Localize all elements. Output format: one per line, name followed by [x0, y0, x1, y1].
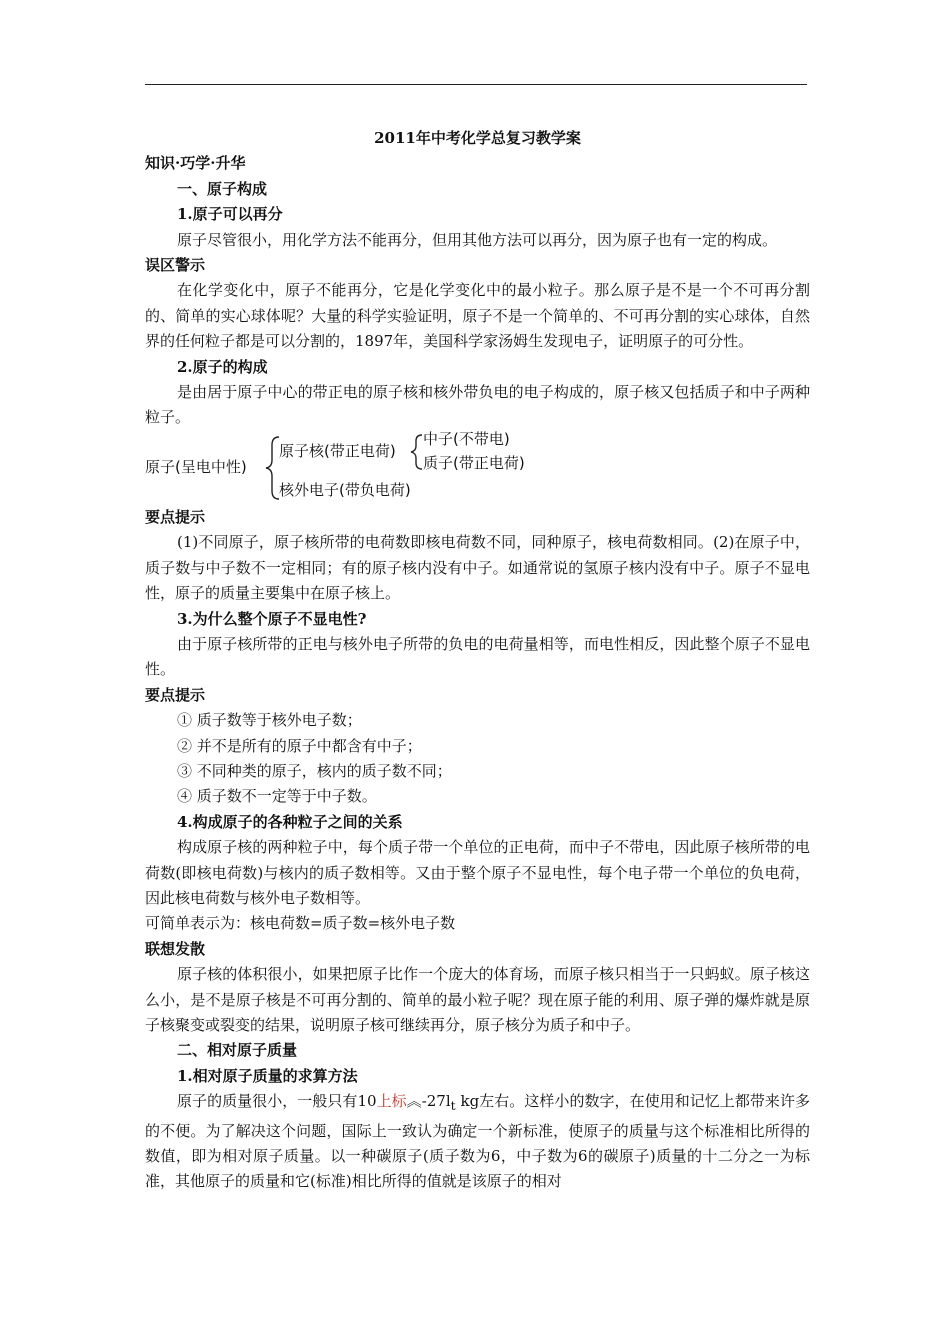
key-point-item: ① 质子数等于核外电子数；	[177, 711, 362, 730]
subheading-relative-mass-method: 1.相对原子质量的求算方法	[177, 1066, 358, 1085]
paragraph-relative-mass	[145, 1089, 810, 1195]
diagram-electron: 核外电子(带负电荷)	[279, 480, 411, 499]
paragraph-misconception: 在化学变化中，原子不能再分，它是化学变化中的最小粒子。那么原子是不是一个不可再分割的、简单的实心球体呢？大量的科学实验证明，原子不是一个简单的、不可再分割的实心球体，自然界的任何粒子都是可以分割的，1897年，美国科学家汤姆生发现电子，证明原子的可分性。	[145, 281, 810, 351]
key-points-label-2: 要点提示	[145, 685, 206, 704]
paragraph-key-points-1: (1)不同原子，原子核所带的电荷数即核电荷数不同，同种原子，核电荷数相同。(2)在原子中，质子数与中子数不一定相同；有的原子核内没有中子。如通常说的氢原子核内没有中子。原子不显电性，原子的质量主要集中在原子核上。	[145, 533, 810, 603]
part-heading-relative-mass: 二、相对原子质量	[177, 1041, 298, 1060]
paragraph-particle-relations: 构成原子核的两种粒子中，每个质子带一个单位的正电荷，而中子不带电，因此原子核所带的电荷数(即核电荷数)与核内的质子数相等。又由于整个原子不显电性，每个电子带一个单位的负电荷，因此核电荷数与核外电子数相等。	[145, 838, 810, 907]
diagram-nucleus: 原子核(带正电荷)	[279, 441, 396, 460]
diagram-atom: 原子(呈电中性)	[145, 457, 247, 476]
paragraph-association: 原子核的体积很小，如果把原子比作一个庞大的体育场，而原子核只相当于一只蚂蚁。原子核这么小，是不是原子核是不可再分割的、简单的最小粒子呢？现在原子能的利用、原子弹的爆炸就是原子核聚变或裂变的结果，说明原子核可继续再分，原子核分为质子和中子。	[145, 965, 810, 1034]
text-segment: ︽-27l	[406, 1092, 451, 1111]
text-segment: kg左右。这样小的数字，在使用和记忆上都带来许多的不便。为了解决这个问题，国际上一致认为确定一个新标准，使原子的质量与这个标准相比所得的数值，即为相对原子质量。以一种碳原子(质子数为6，中子数为6的碳原子)质量的十二分之一为标准，其他原子的质量和它(标准)相比所得的值就是该原子的相对	[145, 1092, 810, 1191]
text-segment: 原子的质量很小，一般只有10	[177, 1092, 377, 1111]
subscript-segment: t	[450, 1098, 456, 1114]
key-point-item: ② 并不是所有的原子中都含有中子；	[177, 736, 422, 755]
header-rule	[145, 84, 807, 85]
diagram-neutron: 中子(不带电)	[423, 429, 510, 448]
subheading-atom-divisible: 1.原子可以再分	[177, 205, 283, 224]
diagram-proton: 质子(带正电荷)	[423, 453, 525, 472]
subheading-atom-neutral: 3.为什么整个原子不显电性?	[177, 609, 367, 628]
superscript-marker: 上标	[376, 1092, 407, 1111]
association-label: 联想发散	[145, 939, 206, 958]
misconception-label: 误区警示	[145, 256, 206, 275]
section-label: 知识·巧学·升华	[145, 154, 246, 173]
paragraph-atom-divisible: 原子尽管很小，用化学方法不能再分，但用其他方法可以再分，因为原子也有一定的构成。	[177, 230, 778, 249]
key-point-item: ③ 不同种类的原子，核内的质子数不同；	[177, 761, 452, 780]
paragraph-atom-composition: 是由居于原子中心的带正电的原子核和核外带负电的电子构成的，原子核又包括质子和中子两种粒子。	[145, 383, 810, 427]
simple-relation: 可简单表示为：核电荷数=质子数=核外电子数	[145, 914, 456, 933]
subheading-particle-relations: 4.构成原子的各种粒子之间的关系	[177, 812, 403, 831]
key-point-item: ④ 质子数不一定等于中子数。	[177, 787, 377, 806]
atom-structure-diagram	[145, 429, 810, 503]
key-points-label-1: 要点提示	[145, 507, 206, 526]
part-heading-atom-structure: 一、原子构成	[177, 179, 268, 198]
document-title: 2011年中考化学总复习教学案	[374, 129, 581, 147]
paragraph-atom-neutral: 由于原子核所带的正电与核外电子所带的负电的电荷量相等，而电性相反，因此整个原子不显电性。	[145, 634, 810, 679]
document-body	[145, 126, 810, 1195]
subheading-atom-composition: 2.原子的构成	[177, 357, 268, 376]
